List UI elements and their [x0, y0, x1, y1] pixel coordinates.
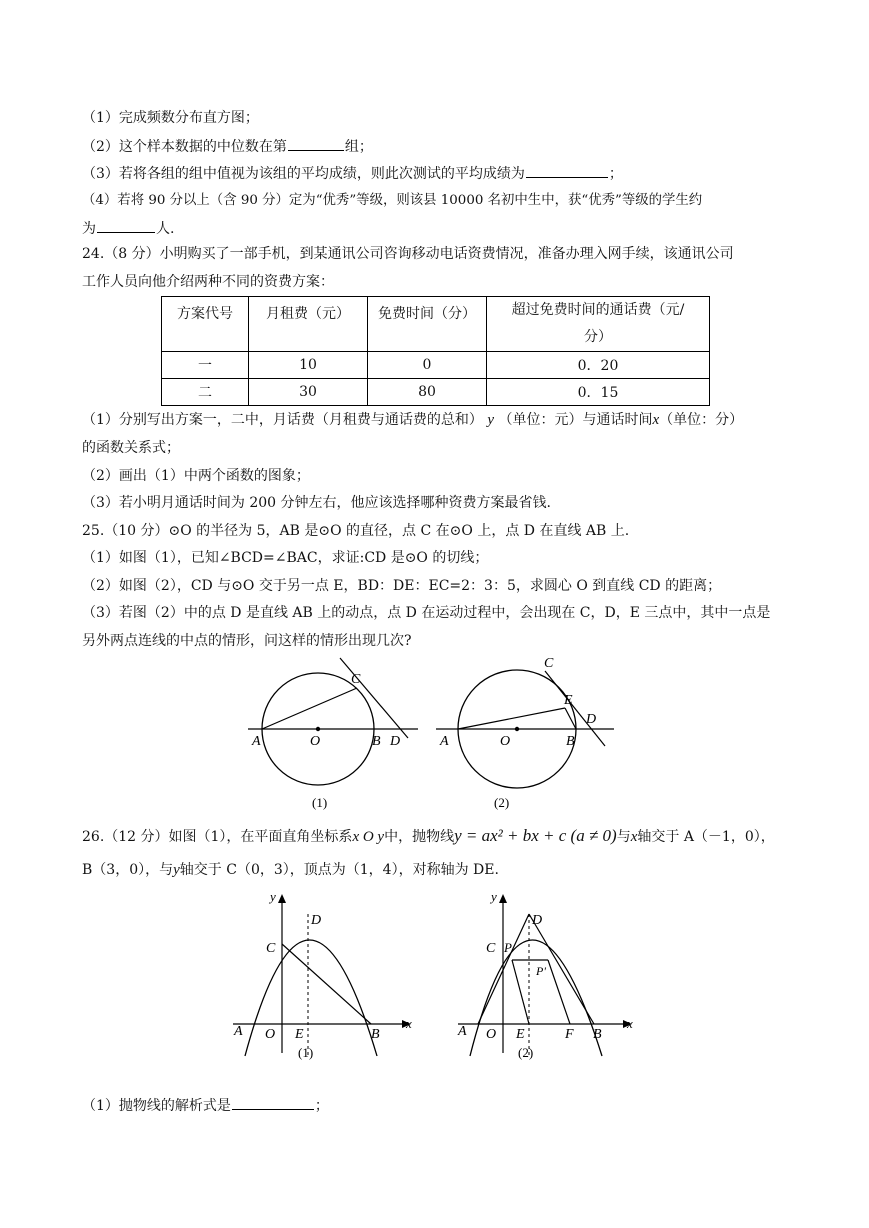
q24-intro: 24.（8 分）小明购买了一部手机，到某通讯公司咨询移动电话资费情况，准备办理入网手续，该通讯公司	[82, 246, 734, 262]
label-a: A	[234, 1024, 243, 1039]
parabola-equation: y = ax² + bx + c (a ≠ 0)	[454, 826, 617, 845]
label-e: E	[295, 1027, 304, 1042]
table-cell: 二	[162, 379, 249, 406]
label-o: O	[500, 734, 511, 749]
q25-intro: 25.（10 分）⊙O 的半径为 5，AB 是⊙O 的直径，点 C 在⊙O 上，点 D 在直线 AB 上.	[82, 523, 630, 539]
label-b: B	[593, 1027, 602, 1042]
table-cell: 一	[162, 352, 249, 379]
label-b: B	[372, 734, 381, 749]
answer-blank[interactable]	[288, 136, 344, 151]
parabola-figure-1	[225, 888, 420, 1060]
secant-cd	[545, 671, 605, 746]
segment-pe	[512, 960, 529, 1024]
label-e: E	[564, 693, 573, 708]
y-axis-arrow	[499, 894, 507, 903]
answer-blank[interactable]	[97, 218, 155, 233]
table-cell: 0．20	[487, 352, 710, 379]
label-d: D	[532, 913, 543, 928]
q25-part3: （3）若图（2）中的点 D 是直线 AB 上的动点，点 D 在运动过程中，会出现在 C，D，E 三点中，其中一点是	[82, 605, 771, 621]
label-a: A	[458, 1024, 467, 1039]
label-f: F	[565, 1027, 574, 1042]
circle-figure-1	[240, 652, 430, 812]
q24-part2: （2）画出（1）中两个函数的图象；	[82, 468, 310, 484]
q24-part1: （1）分别写出方案一，二中，月话费（月租费与通话费的总和） y （单位：元）与通话时间x（单位：分）	[82, 412, 744, 428]
q23-part1: （1）完成频数分布直方图；	[82, 110, 259, 126]
label-p-prime: P'	[536, 964, 546, 978]
figure-caption: (2)	[494, 795, 510, 810]
fee-plan-table	[161, 296, 710, 406]
q23-part3: （3）若将各组的组中值视为该组的平均成绩，则此次测试的平均成绩为 ；	[82, 163, 623, 184]
table-header: 超过免费时间的通话费（元/ 分）	[487, 297, 710, 352]
table-header: 免费时间（分）	[368, 297, 487, 352]
segment-ae	[458, 708, 565, 729]
table-cell: 80	[368, 379, 487, 406]
label-d: D	[311, 913, 322, 928]
label-c: C	[486, 941, 496, 956]
table-row	[162, 379, 710, 406]
q26-part1: （1）抛物线的解析式是 ；	[82, 1095, 329, 1116]
label-y: y	[491, 889, 497, 904]
q26-line1: 26.（12 分）如图（1），在平面直角坐标系x O y中，抛物线y = ax² + bx + c (a ≠ 0)与x轴交于 A（－1，0），	[82, 826, 775, 845]
answer-blank[interactable]	[232, 1095, 314, 1110]
y-axis-arrow	[278, 894, 286, 903]
figure-caption: (2)	[518, 1045, 534, 1060]
label-a: A	[440, 734, 449, 749]
label-d: D	[390, 734, 401, 749]
label-x: x	[406, 1016, 412, 1031]
center-dot	[316, 727, 320, 731]
answer-blank[interactable]	[526, 163, 608, 178]
table-header-row	[162, 297, 710, 352]
table-cell: 0	[368, 352, 487, 379]
label-o: O	[310, 734, 321, 749]
label-d: D	[586, 712, 597, 727]
table-header: 方案代号	[162, 297, 249, 352]
q25-part2: （2）如图（2），CD 与⊙O 交于另一点 E，BD：DE：EC=2：3：5，求圆心 O 到直线 CD 的距离；	[82, 578, 722, 594]
q26-line2: B（3，0），与y轴交于 C（0，3），顶点为（1，4），对称轴为 DE.	[82, 862, 499, 878]
table-header: 月租费（元）	[249, 297, 368, 352]
q23-part2: （2）这个样本数据的中位数在第 组；	[82, 136, 373, 157]
segment-cb	[282, 944, 371, 1024]
label-e: E	[516, 1027, 525, 1042]
q25-part3-cont: 另外两点连线的中点的情形，问这样的情形出现几次?	[82, 633, 412, 649]
table-row	[162, 352, 710, 379]
label-b: B	[371, 1027, 380, 1042]
label-c: C	[266, 941, 276, 956]
q24-part1-cont: 的函数关系式；	[82, 440, 180, 456]
figure-caption: (1)	[298, 1045, 314, 1060]
chord-ac	[262, 688, 357, 729]
label-y: y	[270, 889, 276, 904]
q25-part1: （1）如图（1），已知∠BCD=∠BAC，求证:CD 是⊙O 的切线；	[82, 550, 489, 566]
table-cell: 0．15	[487, 379, 710, 406]
q23-part4: （4）若将 90 分以上（含 90 分）定为“优秀”等级，则该县 10000 名初中生中，获“优秀”等级的学生约	[82, 193, 703, 208]
label-o: O	[486, 1027, 497, 1042]
figure-caption: (1)	[312, 795, 328, 810]
label-c: C	[544, 656, 554, 671]
table-cell: 10	[249, 352, 368, 379]
segment-be	[565, 708, 576, 729]
label-x: x	[627, 1016, 633, 1031]
parabola-figure-2	[452, 888, 642, 1060]
circle-figure-2	[432, 652, 622, 812]
label-a: A	[252, 734, 261, 749]
center-dot	[515, 727, 519, 731]
q24-intro-cont: 工作人员向他介绍两种不同的资费方案：	[82, 274, 334, 290]
q23-part4-cont: 为 人.	[82, 218, 174, 239]
label-o: O	[265, 1027, 276, 1042]
label-p: P	[504, 940, 512, 955]
label-c: C	[351, 672, 361, 687]
table-cell: 30	[249, 379, 368, 406]
label-b: B	[566, 734, 575, 749]
q24-part3: （3）若小明月通话时间为 200 分钟左右，他应该选择哪种资费方案最省钱.	[82, 495, 551, 511]
